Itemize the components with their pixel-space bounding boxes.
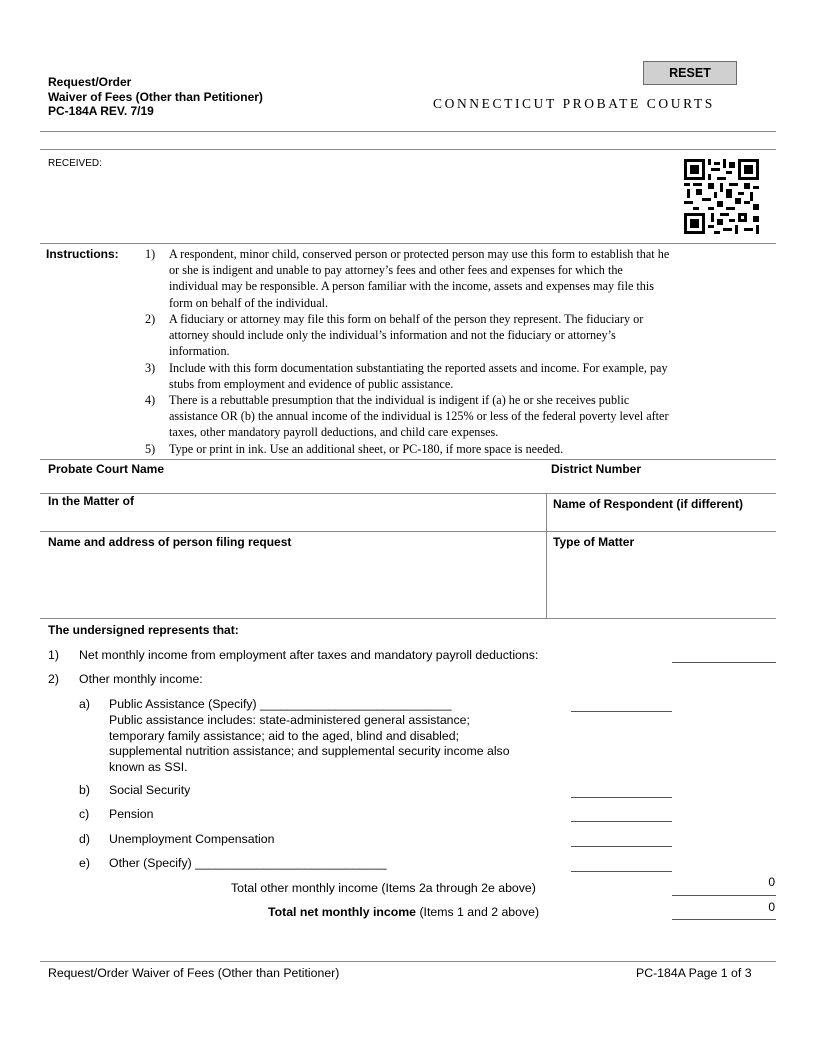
- public-assistance-note: supplemental nutrition assistance; and supplemental security income also: [109, 744, 510, 759]
- instruction-text: [169, 246, 771, 311]
- divider: [40, 493, 776, 494]
- district-number-field[interactable]: District Number: [551, 462, 642, 476]
- public-assistance-note: Public assistance includes: state-administered general assistance;: [109, 712, 470, 727]
- instruction-text: [169, 392, 771, 441]
- divider: [40, 459, 776, 460]
- total-net-income-rest: (Items 1 and 2 above): [416, 905, 540, 919]
- item-1-label: Net monthly income from employment after taxes and mandatory payroll deductions:: [79, 648, 539, 662]
- instruction-line: assistance OR (b) the annual income of the individual is 125% or less of the federal poverty level after: [169, 409, 669, 424]
- form-number: PC-184A REV. 7/19: [48, 104, 154, 118]
- total-other-income-field[interactable]: [672, 895, 776, 896]
- qr-code-icon: [684, 159, 759, 234]
- total-net-income-field[interactable]: [672, 919, 776, 920]
- social-security-amount-input[interactable]: [571, 797, 672, 798]
- instruction-number: 1): [145, 247, 156, 261]
- pension-amount-input[interactable]: [571, 821, 672, 822]
- public-assistance-note: temporary family assistance; aid to the aged, blind and disabled;: [109, 728, 459, 743]
- instruction-text: [169, 441, 771, 457]
- item-2b-label: Social Security: [109, 783, 191, 797]
- instruction-line: attorney should include only the individual’s information and not the fiduciary or attorney’s: [169, 328, 616, 343]
- item-2c-letter: c): [79, 807, 90, 821]
- instruction-line: A fiduciary or attorney may file this form on behalf of the person they represent. The fiduciary or: [169, 312, 644, 326]
- instruction-line: There is a rebuttable presumption that the individual is indigent if (a) he or she receives public: [169, 393, 630, 407]
- name-of-respondent-field[interactable]: Name of Respondent (if different): [553, 497, 744, 511]
- reset-button[interactable]: RESET: [643, 61, 737, 85]
- instruction-text: [169, 311, 771, 360]
- divider: [40, 618, 776, 619]
- form-type: Request/Order: [48, 75, 132, 89]
- item-2e-label[interactable]: Other (Specify) ____________________________: [109, 856, 387, 870]
- in-the-matter-of-field[interactable]: In the Matter of: [48, 494, 134, 508]
- item-2d-letter: d): [79, 832, 90, 846]
- public-assistance-note: known as SSI.: [109, 760, 188, 775]
- name-and-address-field[interactable]: Name and address of person filing request: [48, 535, 292, 549]
- agency-name: CONNECTICUT PROBATE COURTS: [433, 96, 715, 111]
- instruction-line: stubs from employment and evidence of public assistance.: [169, 377, 454, 392]
- divider: [40, 243, 776, 244]
- item-2d-label: Unemployment Compensation: [109, 832, 275, 846]
- net-employment-income-input[interactable]: [672, 662, 776, 663]
- footer-page-number: PC-184A Page 1 of 3: [636, 966, 752, 980]
- instruction-text: [169, 360, 771, 392]
- instruction-line: or she is indigent and unable to pay attorney’s fees and other fees and expenses for which the: [169, 263, 623, 278]
- instruction-number: 3): [145, 361, 156, 375]
- instruction-line: A respondent, minor child, conserved person or protected person may use this form to establish that he: [169, 247, 670, 261]
- divider: [40, 531, 776, 532]
- item-1-number: 1): [48, 648, 59, 662]
- instruction-line: individual may be responsible. A person familiar with the income, assets and expenses may file this: [169, 279, 655, 294]
- total-other-income-value: 0: [768, 875, 775, 889]
- instruction-number: 2): [145, 312, 156, 326]
- instruction-number: 4): [145, 393, 156, 407]
- footer-left: Request/Order Waiver of Fees (Other than Petitioner): [48, 966, 340, 980]
- form-header: [48, 75, 263, 119]
- type-of-matter-field[interactable]: Type of Matter: [553, 535, 635, 549]
- probate-court-name-field[interactable]: Probate Court Name: [48, 462, 165, 476]
- column-divider: [546, 494, 547, 618]
- unemployment-amount-input[interactable]: [571, 846, 672, 847]
- instruction-line: taxes, other mandatory payroll deductions, and child care expenses.: [169, 425, 499, 440]
- instruction-line: information.: [169, 344, 230, 359]
- public-assistance-specify[interactable]: Public Assistance (Specify) ____________________________: [109, 697, 452, 711]
- received-label: RECEIVED:: [48, 158, 102, 169]
- total-net-income-bold: Total net monthly income: [268, 905, 417, 919]
- total-net-income-value: 0: [768, 900, 775, 914]
- form-title: Waiver of Fees (Other than Petitioner): [48, 89, 263, 104]
- item-2-number: 2): [48, 672, 59, 686]
- instruction-number: 5): [145, 442, 156, 456]
- total-net-income-label: [268, 905, 539, 919]
- item-2b-letter: b): [79, 783, 90, 797]
- public-assistance-amount-input[interactable]: [571, 711, 672, 712]
- item-2a-label: [109, 697, 510, 776]
- item-2e-letter: e): [79, 856, 90, 870]
- total-other-income-label: Total other monthly income (Items 2a through 2e above): [231, 881, 536, 895]
- other-income-amount-input[interactable]: [571, 871, 672, 872]
- undersigned-intro: The undersigned represents that:: [48, 623, 239, 637]
- instructions-label: Instructions:: [46, 247, 119, 261]
- instruction-line: Type or print in ink. Use an additional sheet, or PC-180, if more space is needed.: [169, 442, 564, 456]
- instruction-line: Include with this form documentation substantiating the reported assets and income. For example, pay: [169, 361, 668, 375]
- divider: [40, 149, 776, 150]
- instruction-line: form on behalf of the individual.: [169, 295, 329, 310]
- footer-divider: [40, 961, 776, 962]
- item-2c-label: Pension: [109, 807, 154, 821]
- item-2-label: Other monthly income:: [79, 672, 203, 686]
- divider: [40, 131, 776, 132]
- item-2a-letter: a): [79, 697, 90, 711]
